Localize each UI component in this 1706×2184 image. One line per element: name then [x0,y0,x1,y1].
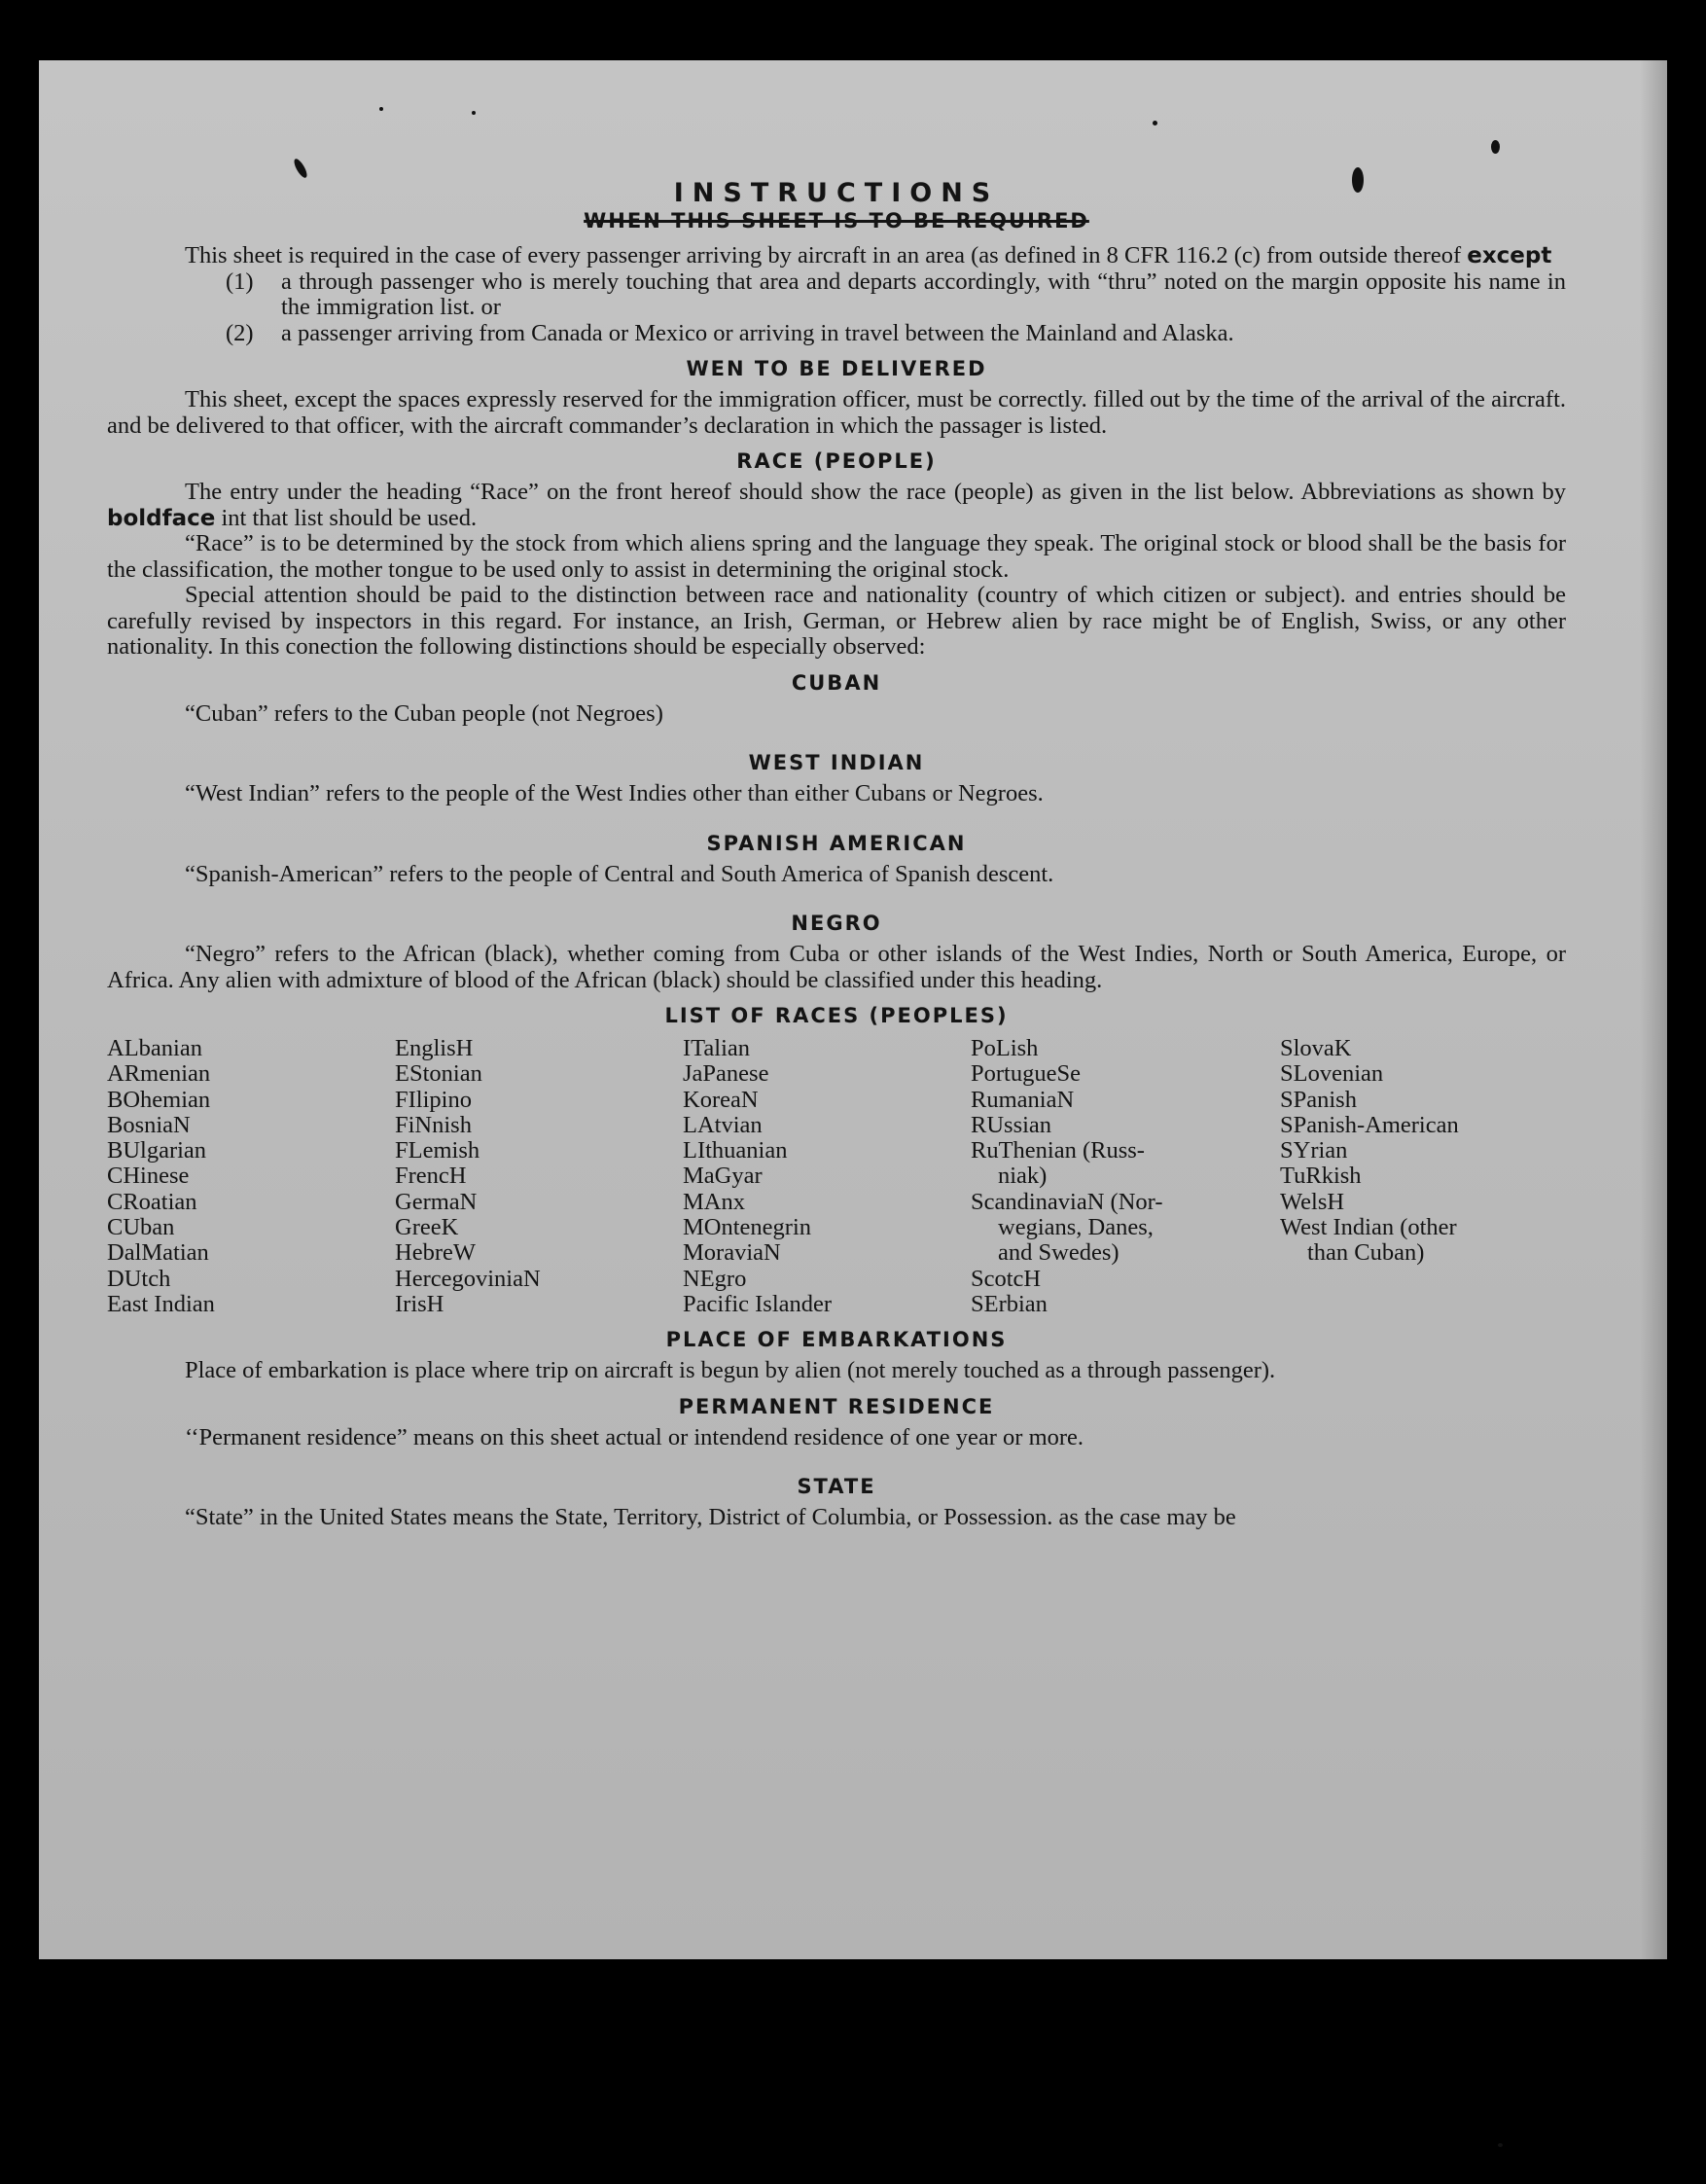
race-list-item: EStonian [395,1060,482,1088]
document-sheet [39,60,1667,1959]
race-list-item: Pacific Islander [683,1290,833,1317]
heading-state: STATE [797,1475,876,1499]
race-list-item: FrencH [395,1163,467,1190]
race-list-item: PortugueSe [971,1060,1081,1088]
ink-spot [292,157,309,179]
race-list-item: MAnx [683,1188,745,1215]
keyword-boldface: boldface [107,505,216,531]
race-list-item: and Swedes) [998,1239,1120,1267]
race-list-item: ITalian [683,1035,751,1061]
race-list-item: ALbanian [107,1035,202,1061]
race-list-item: PoLish [971,1035,1039,1061]
race-column-4 [971,1036,1280,1317]
race-list [107,1036,1566,1317]
race-column-1 [107,1036,395,1317]
paragraph-negro: “Negro” refers to the African (black), whether coming from Cuba or other islands of the West Indies, North or South America, Europe, or Africa. Any alien with admixture of blood of the African (black) should be classified under this heading. [107,941,1566,993]
ink-spot [472,111,476,115]
race-list-item: ScotcH [971,1265,1042,1292]
race-column-5 [1280,1036,1566,1317]
race-list-item: EnglisH [395,1035,474,1061]
heading-place-of-embarkation: PLACE OF EMBARKATIONS [665,1328,1008,1352]
list-item [107,321,1566,347]
race-list-item: FiNnish [395,1111,472,1138]
race-list-item: RUssian [971,1111,1052,1138]
race-list-item: HercegoviniaN [395,1265,541,1292]
paragraph-required [107,243,1566,269]
item-text: a through passenger who is merely touching that area and departs accordingly, with “thru” noted on the margin opposite his name in the immigration list. or [281,268,1566,320]
paragraph-cuban: “Cuban” refers to the Cuban people (not Negroes) [185,699,663,727]
race-list-item: MoraviaN [683,1239,781,1267]
item-number: (1) [226,268,254,295]
race-list-item: ScandinaviaN (Nor- [971,1188,1163,1215]
heading-when-required: WHEN THIS SHEET IS TO BE REQUIRED [584,209,1089,233]
heading-spanish-american: SPANISH AMERICAN [706,831,967,855]
race-list-item: FIlipino [395,1086,472,1113]
race-list-item: SLovenian [1280,1060,1384,1088]
race-list-item: BUlgarian [107,1137,207,1164]
race-list-item: LIthuanian [683,1137,788,1164]
race-list-item: West Indian (other [1280,1214,1457,1241]
item-text: a passenger arriving from Canada or Mexico or arriving in travel between the Mainland and Alaska. [281,319,1234,346]
race-list-item: GreeK [395,1214,459,1241]
race-list-item: East Indian [107,1290,215,1317]
ink-spot [1498,2143,1503,2147]
race-column-2 [395,1036,683,1317]
paragraph-embarkation: Place of embarkation is place where trip on aircraft is begun by alien (not merely touched as a through passenger). [185,1357,1276,1384]
race-list-item: GermaN [395,1188,478,1215]
race-list-item: CRoatian [107,1188,197,1215]
race-list-item: DalMatian [107,1239,209,1267]
heading-when-delivered: WEN TO BE DELIVERED [686,357,987,380]
instructions-body [107,179,1566,1531]
heading-negro: NEGRO [791,912,882,935]
keyword-except: except [1467,243,1552,269]
race-list-item: CUban [107,1214,175,1241]
heading-permanent-residence: PERMANENT RESIDENCE [678,1394,995,1418]
race-list-item: SYrian [1280,1137,1348,1164]
race-list-item: MaGyar [683,1163,763,1190]
race-list-item: niak) [998,1163,1048,1190]
race-list-item: BosniaN [107,1111,191,1138]
race-list-item: SPanish [1280,1086,1357,1113]
race-list-item: CHinese [107,1163,190,1190]
race-list-item: DUtch [107,1265,171,1292]
paragraph-delivered: This sheet, except the spaces expressly reserved for the immigration officer, must be correctly. filled out by the time of the arrival of the aircraft. and be delivered to that officer, with the aircraft commander’s declaration in which the passager is listed. [107,386,1566,439]
race-list-item: NEgro [683,1265,747,1292]
heading-west-indian: WEST INDIAN [748,751,925,774]
race-text-a: The entry under the heading “Race” on the front hereof should show the race (people) as given in the list below. Abbreviations as shown by [185,479,1566,505]
race-list-item: HebreW [395,1239,476,1267]
heading-race: RACE (PEOPLE) [736,449,937,473]
paragraph-residence: ‘‘Permanent residence” means on this sheet actual or intendend residence of one year or more. [185,1423,1084,1450]
race-list-item: WelsH [1280,1188,1345,1215]
race-list-item: RumaniaN [971,1086,1075,1113]
race-list-item: MOntenegrin [683,1214,811,1241]
race-list-item: RuThenian (Russ- [971,1137,1145,1164]
race-list-item: wegians, Danes, [998,1214,1154,1241]
race-list-item: TuRkish [1280,1163,1362,1190]
paragraph-state: “State” in the United States means the State, Territory, District of Columbia, or Possession. as the case may be [185,1504,1236,1531]
race-list-item: SPanish-American [1280,1111,1459,1138]
race-list-item: JaPanese [683,1060,769,1088]
race-list-item: than Cuban) [1307,1239,1425,1267]
race-list-item: FLemish [395,1137,480,1164]
paragraph-race-2: “Race” is to be determined by the stock from which aliens spring and the language they speak. The original stock or blood shall be the basis for the classification, the mother tongue to be used only to assist in determining the original stock. [107,530,1566,583]
race-list-item: KoreaN [683,1086,759,1113]
race-column-3 [683,1036,971,1317]
list-item [107,269,1566,321]
heading-list-of-races: LIST OF RACES (PEOPLES) [664,1004,1009,1027]
heading-cuban: CUBAN [791,670,882,695]
ink-spot [379,107,383,111]
ink-spot [1491,140,1500,154]
race-list-item: ARmenian [107,1060,211,1088]
page-title: INSTRUCTIONS [673,178,1000,208]
paragraph-spanish-american: “Spanish-American” refers to the people of Central and South America of Spanish descent. [185,860,1054,887]
item-number: (2) [226,319,254,346]
race-text-b: int that list should be used. [221,504,478,531]
paragraph-race-3: Special attention should be paid to the distinction between race and nationality (country of which citizen or subject). and entries should be carefully revised by inspectors in this regard. For instance, an Irish, German, or Hebrew alien by race might be of English, Swiss, or any other nationality. In this conection the following distinctions should be especially observed: [107,582,1566,660]
ink-spot [1153,121,1157,125]
paragraph-race-1 [107,480,1566,531]
race-list-item: BOhemian [107,1086,211,1113]
race-list-item: SlovaK [1280,1035,1352,1061]
race-list-item: LAtvian [683,1111,763,1138]
race-list-item: SErbian [971,1290,1048,1317]
race-list-item: IrisH [395,1290,444,1317]
paragraph-west-indian: “West Indian” refers to the people of the West Indies other than either Cubans or Negroes. [185,780,1044,806]
required-intro-text: This sheet is required in the case of every passenger arriving by aircraft in an area (as defined in 8 CFR 116.2 (c) from outside thereof [185,242,1462,269]
